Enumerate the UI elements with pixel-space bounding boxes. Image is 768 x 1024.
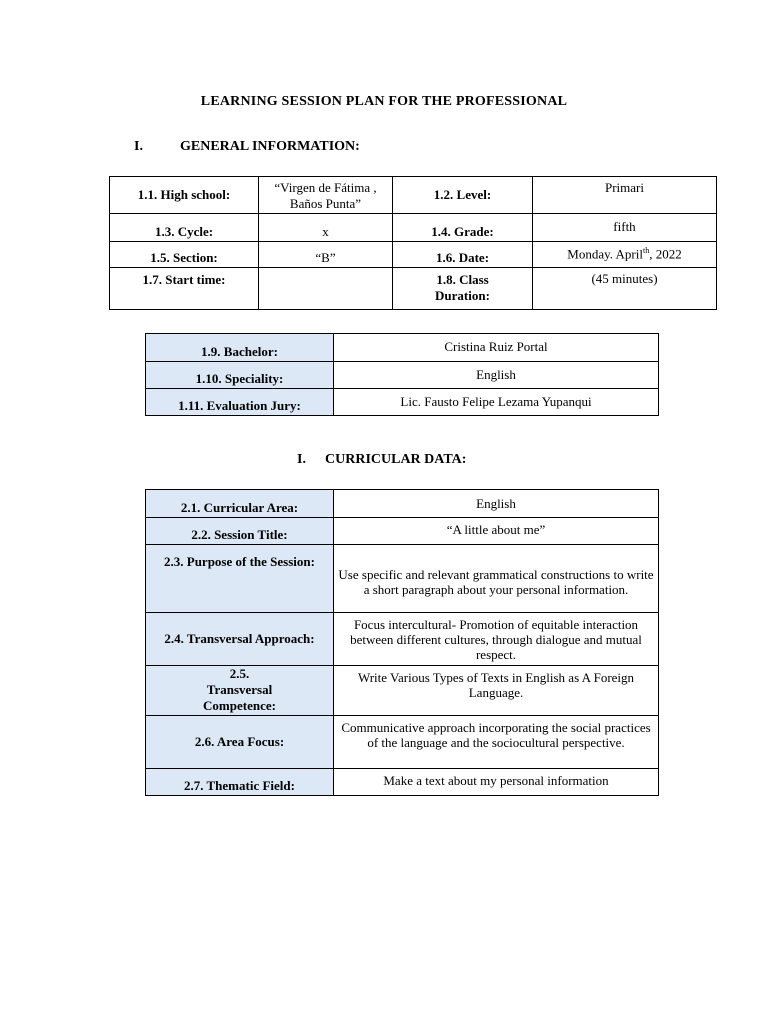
table-row (110, 177, 717, 214)
bachelor-value: Cristina Ruiz Portal (334, 334, 659, 362)
evaluation-jury-label: 1.11. Evaluation Jury: (146, 389, 334, 416)
grade-value: fifth (533, 214, 717, 242)
session-title-label: 2.2. Session Title: (146, 518, 334, 545)
start-time-label: 1.7. Start time: (110, 268, 259, 310)
cycle-label: 1.3. Cycle: (110, 214, 259, 242)
section-number: I. (134, 139, 143, 154)
speciality-label: 1.10. Speciality: (146, 362, 334, 389)
purpose-label: 2.3. Purpose of the Session: (146, 545, 334, 613)
class-duration-label: 1.8. Class Duration: (393, 268, 533, 310)
purpose-value: Use specific and relevant grammatical constructions to write a short paragraph about your personal information. (334, 545, 659, 613)
high-school-label: 1.1. High school: (110, 177, 259, 214)
curricular-area-value: English (334, 490, 659, 518)
bachelor-label: 1.9. Bachelor: (146, 334, 334, 362)
section-label: GENERAL INFORMATION: (180, 139, 360, 154)
table-row (146, 490, 659, 518)
transversal-competence-value: Write Various Types of Texts in English as A Foreign Language. (334, 666, 659, 716)
table-row (146, 545, 659, 613)
table-row (110, 268, 717, 310)
table-row (146, 769, 659, 796)
date-value: Monday. April$^{th}$, 2022 (533, 242, 717, 268)
thematic-field-value: Make a text about my personal information (334, 769, 659, 796)
date-label: 1.6. Date: (393, 242, 533, 268)
grade-label: 1.4. Grade: (393, 214, 533, 242)
table-row (110, 242, 717, 268)
class-duration-value: (45 minutes) (533, 268, 717, 310)
table-row (146, 613, 659, 666)
level-value: Primari (533, 177, 717, 214)
cycle-value: x (259, 214, 393, 242)
section-number: I. (297, 452, 306, 467)
table-row (146, 362, 659, 389)
table-row (146, 334, 659, 362)
table-row (146, 716, 659, 769)
table-row (146, 389, 659, 416)
general-information-table (109, 176, 717, 310)
bachelor-table (145, 333, 659, 416)
area-focus-label: 2.6. Area Focus: (146, 716, 334, 769)
start-time-value (259, 268, 393, 310)
transversal-approach-label: 2.4. Transversal Approach: (146, 613, 334, 666)
table-row (146, 518, 659, 545)
section-heading-curricular (297, 452, 466, 468)
high-school-value: “Virgen de Fátima , Baños Punta” (259, 177, 393, 214)
thematic-field-label: 2.7. Thematic Field: (146, 769, 334, 796)
curricular-data-table (145, 489, 659, 796)
evaluation-jury-value: Lic. Fausto Felipe Lezama Yupanqui (334, 389, 659, 416)
curricular-area-label: 2.1. Curricular Area: (146, 490, 334, 518)
section-value: “B” (259, 242, 393, 268)
speciality-value: English (334, 362, 659, 389)
area-focus-value: Communicative approach incorporating the social practices of the language and the sociocultural perspective. (334, 716, 659, 769)
transversal-competence-label: 2.5. Transversal Competence: (146, 666, 334, 716)
session-title-value: “A little about me” (334, 518, 659, 545)
document-title: LEARNING SESSION PLAN FOR THE PROFESSIONAL (200, 94, 568, 109)
level-label: 1.2. Level: (393, 177, 533, 214)
section-label: 1.5. Section: (110, 242, 259, 268)
section-label: CURRICULAR DATA: (325, 452, 467, 467)
table-row (146, 666, 659, 716)
transversal-approach-value: Focus intercultural- Promotion of equitable interaction between different cultures, through dialogue and mutual respect. (334, 613, 659, 666)
table-row (110, 214, 717, 242)
section-heading-general (134, 139, 360, 155)
